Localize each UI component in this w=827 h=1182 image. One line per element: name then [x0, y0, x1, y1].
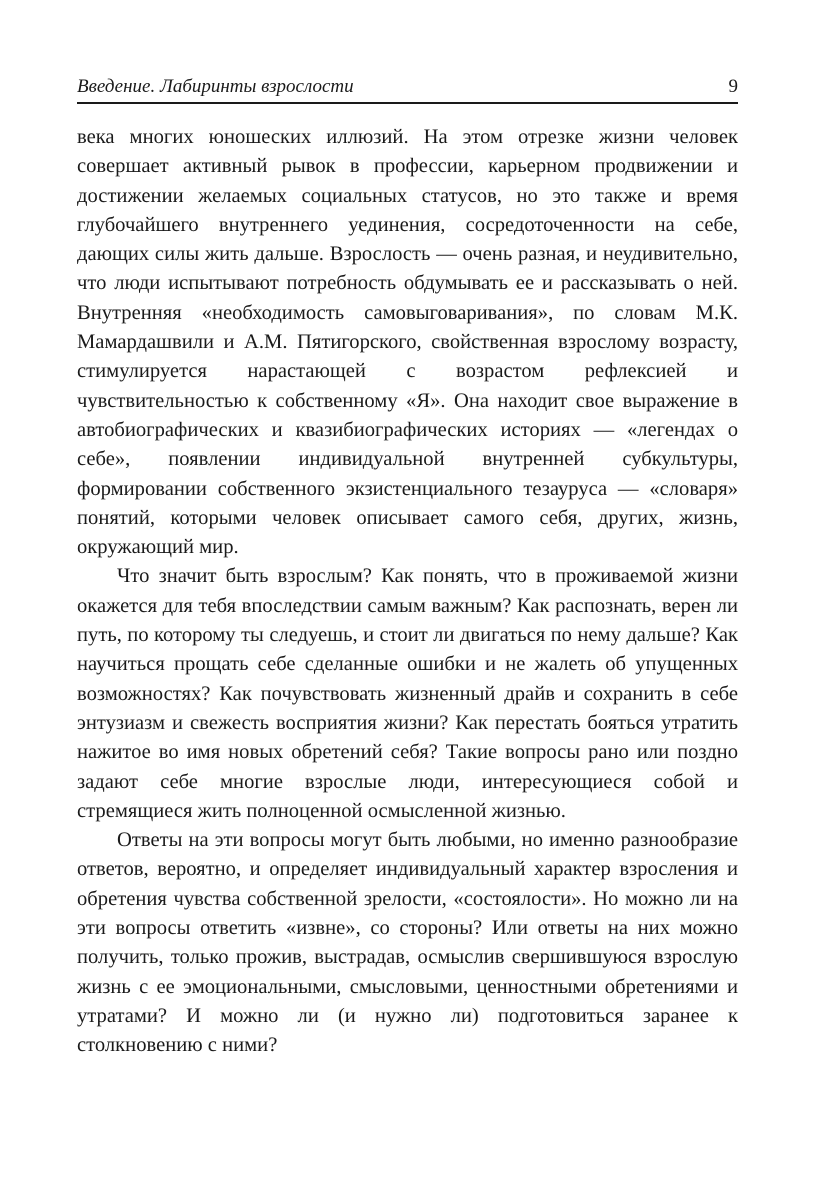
running-title: Введение. Лабиринты взрослости	[77, 76, 354, 97]
paragraph-1: века многих юношеских иллюзий. На этом отрезке жизни человек совершает активный рывок в профессии, карьерном продвижении и достижении желаемых социальных статусов, но это также и время глубочайшего внутреннего уединения, сосредоточенности на себе, дающих силы жить дальше. Взрослость — очень разная, и неудивительно, что люди испытывают потребность обдумывать ее и рассказывать о ней. Внутренняя «необходимость самовыговаривания», по словам М.К. Мамардашвили и А.М. Пятигорского, свойственная взрослому возрасту, стимулируется нарастающей с возрастом рефлексией и чувствительностью к собственному «Я». Она находит свое выражение в автобиографических и квазибиографических историях — «легендах о себе», появлении индивидуальной внутренней субкультуры, формировании собственного экзистенциального тезауруса — «словаря» понятий, которыми человек описывает самого себя, других, жизнь, окружающий мир.	[77, 126, 738, 559]
paragraph-3: Ответы на эти вопросы могут быть любыми, но именно разнообразие ответов, вероятно, и определяет индивидуальный характер взросления и обретения чувства собственной зрелости, «состоялости». Но можно ли на эти вопросы ответить «извне», со стороны? Или ответы на них можно получить, только прожив, выстрадав, осмыслив свершившуюся взрослую жизнь с ее эмоциональными, смысловыми, ценностными обретениями и утратами? И можно ли (и нужно ли) подготовиться заранее к столкновению с ними?	[77, 829, 738, 1057]
header-divider	[77, 102, 738, 104]
book-page	[77, 0, 738, 1182]
paragraph-2: Что значит быть взрослым? Как понять, что в проживаемой жизни окажется для тебя впоследствии самым важным? Как распознать, верен ли путь, по которому ты следуешь, и стоит ли двигаться по нему дальше? Как научиться прощать себе сделанные ошибки и не жалеть об упущенных возможностях? Как почувствовать жизненный драйв и сохранить в себе энтузиазм и свежесть восприятия жизни? Как перестать бояться утратить нажитое во имя новых обретений себя? Такие вопросы рано или поздно задают себе многие взрослые люди, интересующиеся собой и стремящиеся жить полноценной осмысленной жизнью.	[77, 565, 738, 822]
running-head	[77, 72, 738, 102]
page-number: 9	[728, 76, 738, 97]
body-text	[77, 123, 738, 1061]
